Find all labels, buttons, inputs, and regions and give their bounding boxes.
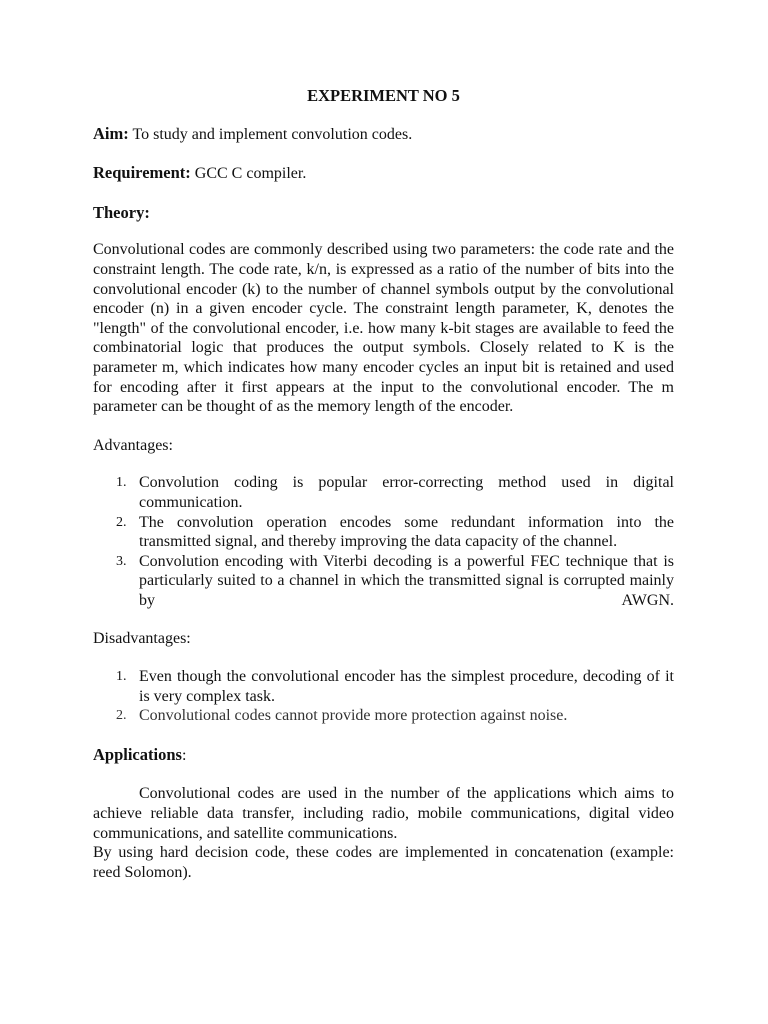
advantage-item — [93, 552, 674, 611]
disadvantages-heading: Disadvantages: — [93, 630, 191, 648]
advantage-text: Convolution encoding with Viterbi decoding is a powerful FEC technique that is particularly suited to a channel in which the transmitted signal is corrupted mainly by AWGN. — [139, 552, 674, 609]
disadvantage-text: Convolutional codes cannot provide more protection against noise. — [139, 707, 568, 725]
disadvantage-number: 2. — [116, 708, 127, 724]
advantages-list — [93, 473, 674, 610]
advantage-item — [93, 513, 674, 552]
disadvantages-list — [93, 667, 674, 726]
document-page — [93, 86, 674, 882]
advantages-heading: Advantages: — [93, 436, 173, 454]
aim-line — [93, 124, 674, 145]
document-title: EXPERIMENT NO 5 — [307, 86, 460, 105]
aim-text: To study and implement convolution codes. — [128, 125, 413, 143]
theory-heading: Theory: — [93, 202, 150, 222]
disadvantage-text: Even though the convolutional encoder has the simplest procedure, decoding of it is very complex task. — [139, 668, 674, 705]
aim-label: Aim: — [93, 123, 129, 143]
advantage-text: Convolution coding is popular error-correcting method used in digital communication. — [139, 474, 674, 511]
advantage-number: 3. — [116, 553, 127, 569]
advantage-number: 2. — [116, 514, 127, 530]
requirement-line — [93, 163, 674, 184]
disadvantage-item — [93, 667, 674, 706]
applications-heading-line — [93, 745, 674, 766]
advantage-text: The convolution operation encodes some redundant information into the transmitted signal, and thereby improving the data capacity of the channel. — [139, 513, 674, 551]
applications-paragraph-2: By using hard decision code, these codes are implemented in concatenation (example: reed Solomon). — [93, 844, 674, 881]
applications-heading: Applications — [93, 744, 182, 764]
advantage-number: 1. — [116, 475, 127, 491]
requirement-text: GCC C compiler. — [190, 165, 307, 183]
requirement-label: Requirement: — [93, 163, 191, 183]
disadvantage-number: 1. — [116, 669, 127, 685]
disadvantage-item — [93, 706, 674, 726]
theory-paragraph: Convolutional codes are commonly described using two parameters: the code rate and the constraint length. The code rate, k/n, is expressed as a ratio of the number of bits into the convolutional encoder (k) to the number of channel symbols output by the convolutional encoder (n) in a given encoder cycle. The constraint length parameter, K, denotes the "length" of the convolutional encoder, i.e. how many k-bit stages are available to feed the combinatorial logic that produces the output symbols. Closely related to K is the parameter m, which indicates how many encoder cycles an input bit is retained and used for encoding after it first appears at the input to the convolutional encoder. The m parameter can be thought of as the memory length of the encoder. — [93, 241, 674, 416]
applications-colon: : — [181, 746, 187, 764]
advantage-item — [93, 473, 674, 512]
applications-paragraph-1: Convolutional codes are used in the number of the applications which aims to achieve reliable data transfer, including radio, mobile communications, digital video communications, and satellite communications. — [93, 785, 674, 842]
